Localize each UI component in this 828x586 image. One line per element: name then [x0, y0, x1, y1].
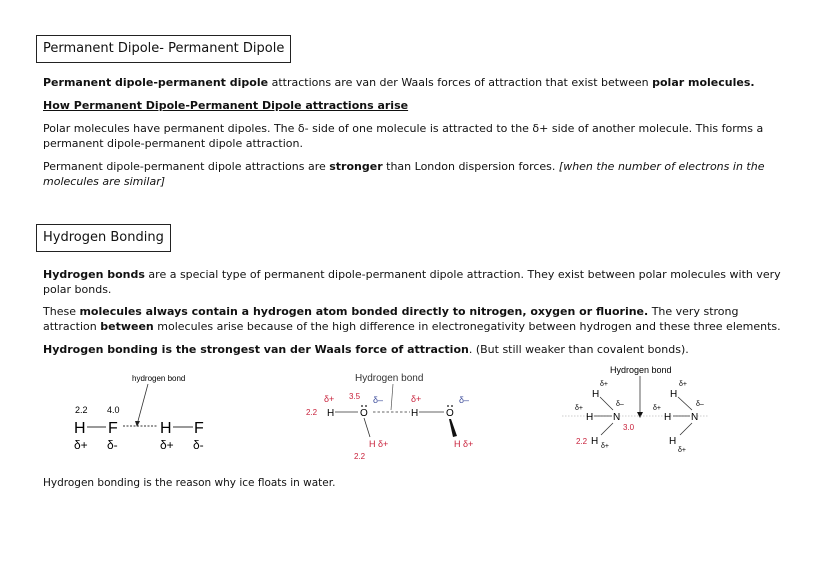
delta-plus: δ+ [324, 394, 335, 404]
delta-plus: δ+ [575, 405, 583, 412]
atom-h: H [586, 412, 594, 423]
atom-h: H [664, 412, 672, 423]
text: . (But still weaker than covalent bonds). [468, 343, 689, 356]
en-h: 2.2 [306, 408, 318, 417]
atom-f: F [194, 420, 204, 437]
h-delta-plus: H δ+ [369, 439, 389, 449]
delta-plus: δ+ [74, 438, 88, 452]
atom-h: H [670, 389, 678, 400]
hf-label: hydrogen bond [132, 374, 186, 383]
hydrogen-bond-diagrams [0, 365, 828, 465]
en-f: 4.0 [107, 405, 120, 415]
atom-h: H [160, 420, 172, 437]
lone-pair-dot [451, 405, 453, 407]
atom-h: H [591, 436, 599, 447]
bold-text: between [100, 320, 154, 333]
en-h: 2.2 [75, 405, 88, 415]
lone-pair-dot [365, 405, 367, 407]
diagram-water [306, 373, 473, 461]
paragraph-hbond-strength [43, 342, 793, 357]
lone-pair-dot [447, 405, 449, 407]
italic-text: [when the number of electrons in the molecules are similar] [43, 160, 765, 188]
text: than London dispersion forces. [382, 160, 559, 173]
subheading: How Permanent Dipole-Permanent Dipole attractions arise [43, 99, 409, 112]
atom-h: H [669, 436, 677, 447]
diagram-hf [74, 374, 204, 452]
bold-text: stronger [329, 160, 383, 173]
atom-h: H [327, 408, 335, 419]
delta-plus: δ+ [411, 394, 422, 404]
bold-text: Permanent dipole-permanent dipole [43, 76, 269, 89]
footer-note: Hydrogen bonding is the reason why ice floats in water. [43, 477, 336, 489]
text: These [43, 305, 80, 318]
section-heading-permanent-dipole: Permanent Dipole- Permanent Dipole [36, 35, 291, 63]
text: Permanent dipole-permanent dipole attractions are [43, 160, 330, 173]
delta-minus: δ– [459, 395, 470, 405]
nh3-label: Hydrogen bond [610, 365, 672, 375]
paragraph-hbond-molecules [43, 304, 793, 334]
delta-minus: δ- [193, 438, 204, 452]
atom-n: N [613, 412, 621, 423]
bold-text: Hydrogen bonding is the strongest van der Waals force of attraction [43, 343, 469, 356]
delta-plus: δ+ [679, 381, 687, 388]
text: molecules arise because of the high difference in electronegativity between hydrogen and these three elements. [153, 320, 781, 333]
delta-minus: δ– [616, 401, 624, 408]
delta-minus: δ– [696, 401, 704, 408]
text: attractions are van der Waals forces of attraction that exist between [268, 76, 653, 89]
atom-n: N [691, 412, 699, 423]
delta-plus: δ+ [653, 405, 661, 412]
en-h: 2.2 [576, 437, 588, 446]
section-heading-hydrogen-bonding: Hydrogen Bonding [36, 224, 171, 252]
delta-plus: δ+ [601, 443, 609, 450]
atom-h: H [592, 389, 600, 400]
atom-h: H [411, 408, 419, 419]
paragraph-how: Polar molecules have permanent dipoles. The δ- side of one molecule is attracted to the δ+ side of another molecule. This forms a permanent dipole-permanent dipole attraction. [43, 122, 764, 150]
bold-text: Hydrogen bonds [43, 268, 145, 281]
en-n: 3.0 [623, 423, 635, 432]
h-delta-plus: H δ+ [454, 439, 474, 449]
diagram-ammonia [562, 365, 708, 454]
atom-o: O [446, 408, 454, 419]
atom-f: F [108, 420, 118, 437]
delta-plus: δ+ [160, 438, 174, 452]
water-label: Hydrogen bond [355, 373, 424, 384]
en-o: 3.5 [349, 392, 361, 401]
lone-pair-dot [361, 405, 363, 407]
bold-text: molecules always contain a hydrogen atom bonded directly to nitrogen, oxygen or fluorine. [79, 305, 649, 318]
en-h: 2.2 [354, 452, 366, 461]
text: are a special type of permanent dipole-permanent dipole attraction. They exist between polar molecules with very polar bonds. [43, 268, 781, 296]
bold-text: polar molecules. [652, 76, 755, 89]
delta-minus: δ– [373, 395, 384, 405]
atom-h: H [74, 420, 86, 437]
paragraph-hbond-definition [43, 267, 793, 297]
delta-plus: δ+ [678, 447, 686, 454]
text: The very strong attraction [43, 305, 739, 333]
delta-plus: δ+ [600, 381, 608, 388]
atom-o: O [360, 408, 368, 419]
paragraph-strength [43, 159, 793, 189]
delta-minus: δ- [107, 438, 118, 452]
paragraph-definition [43, 75, 793, 90]
